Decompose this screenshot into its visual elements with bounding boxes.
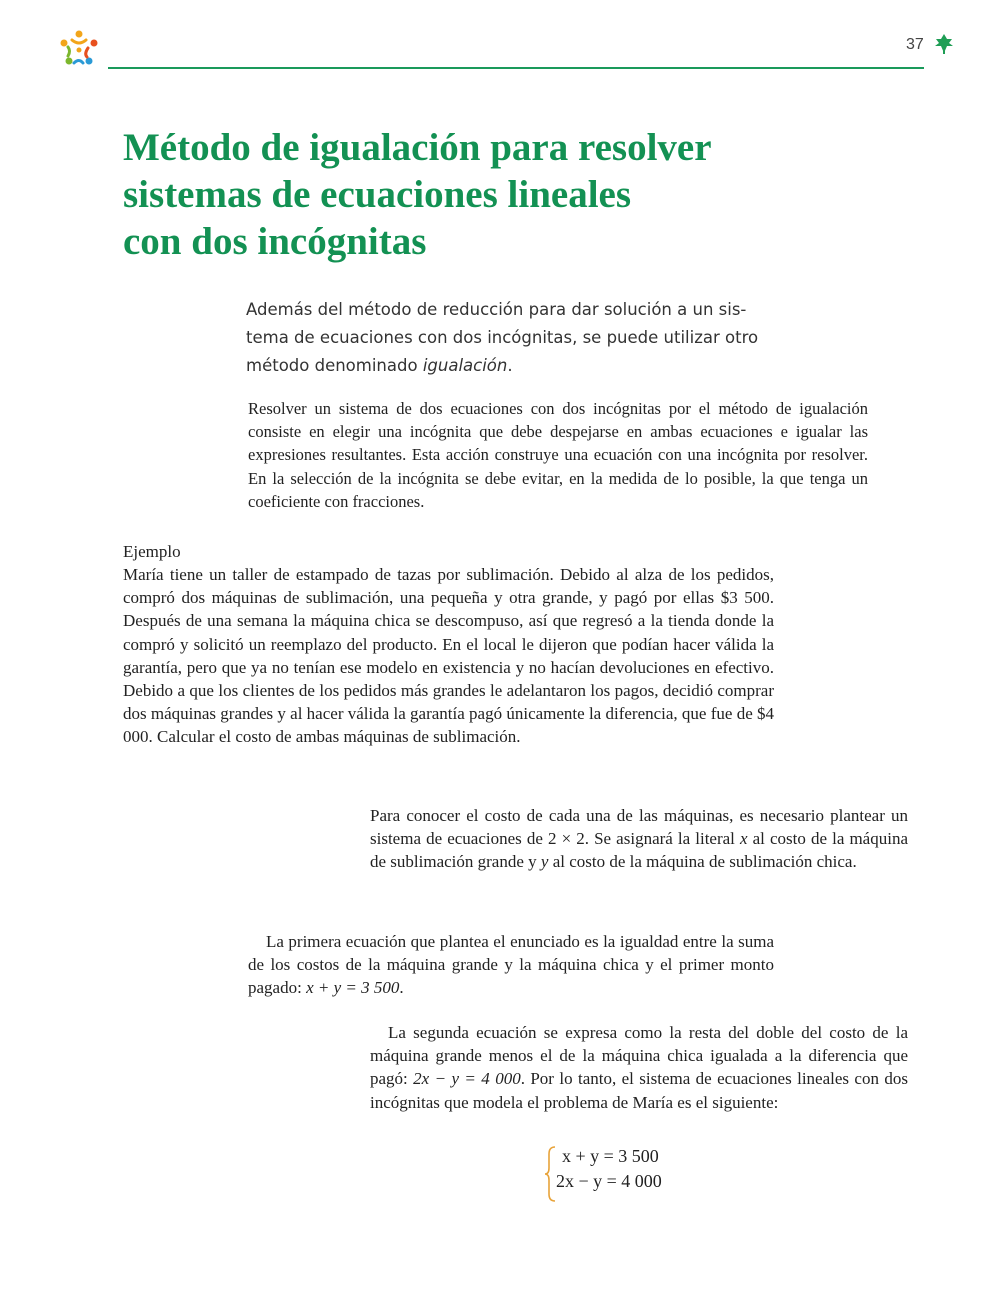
- equation-system: [544, 1146, 694, 1202]
- intro-text: método denominado: [246, 356, 423, 375]
- left-brace-icon: [544, 1146, 556, 1202]
- explanation-paragraph: [370, 804, 908, 874]
- page-number: 37: [906, 36, 924, 53]
- example-heading: Ejemplo: [123, 542, 181, 561]
- text-segment: al costo de la máquina de sublimación grande y: [370, 829, 908, 872]
- second-equation-paragraph: [370, 1021, 908, 1114]
- text-segment: . Por lo tanto, el sistema de ecuaciones lineales con dos incógnitas que modela el problema de María es el siguiente:: [370, 1069, 908, 1112]
- equation-1: x + y = 3 500: [562, 1146, 659, 1166]
- title-line: Método de igualación para resolver: [123, 126, 712, 169]
- text-segment: al costo de la máquina de sublimación chica.: [548, 852, 857, 872]
- intro-line: Además del método de reducción para dar solución a un sis-: [246, 300, 747, 319]
- text-segment: La primera ecuación que plantea el enunciado es la igualdad entre la suma de los costos de la máquina grande y la máquina chica y el primer monto pagado:: [248, 932, 774, 998]
- intro-term: igualación: [422, 356, 508, 375]
- intro-text: .: [507, 356, 513, 375]
- variable-y: y: [540, 852, 549, 872]
- definition-paragraph: Resolver un sistema de dos ecuaciones con dos incógnitas por el método de igualación consiste en elegir una incógnita que debe despejarse en ambas ecuaciones e igualar las expresiones resultantes. Esta acción construye una ecuación con una incógnita por resolver. En la selección de la incógnita se debe evitar, en la medida de lo posible, la que tenga un coeficiente con fracciones.: [248, 399, 868, 511]
- first-equation-paragraph: [248, 930, 774, 1000]
- equation-inline: x + y = 3 500: [306, 978, 400, 998]
- equation-inline: 2x − y = 4 000: [413, 1069, 521, 1089]
- green-leaf-icon: [934, 33, 954, 55]
- text-segment: .: [399, 978, 404, 998]
- header-rule: [108, 67, 924, 69]
- equation-2: 2x − y = 4 000: [556, 1171, 662, 1191]
- intro-line: tema de ecuaciones con dos incógnitas, se puede utilizar otro: [246, 328, 759, 347]
- title-line: con dos incógnitas: [123, 220, 427, 263]
- intro-paragraph: [246, 296, 759, 380]
- example-problem-text: María tiene un taller de estampado de tazas por sublimación. Debido al alza de los pedidos, compró dos máquinas de sublimación, una pequeña y otra grande, y pagó por ellas $3 500. Después de una semana la máquina chica se descompuso, así que regresó a la tienda donde la compró y solicitó un reemplazo del producto. En el local le dijeron que podían hacer válida la garantía, pero que ya no tenían ese modelo en existencia y no hacían devoluciones en efectivo. Debido a que los clientes de los pedidos más grandes le adelantaron los pagos, decidió comprar dos máquinas grandes y al hacer válida la garantía pagó únicamente la diferencia, que fue de $4 000. Calcular el costo de ambas máquinas de sublimación.: [123, 565, 774, 747]
- text-segment: Para conocer el costo de cada una de las máquinas, es necesario plantear un sistema de ecuaciones de 2 × 2. Se asignará la literal: [370, 806, 908, 849]
- title-line: sistemas de ecuaciones lineales: [123, 173, 632, 216]
- variable-x: x: [740, 829, 748, 849]
- text-segment: La segunda ecuación se expresa como la resta del doble del costo de la máquina grande menos el de la máquina chica igualada a la diferencia que pagó:: [370, 1023, 908, 1089]
- page-title: [123, 124, 712, 265]
- intro-line: [246, 352, 756, 380]
- figures-ring-logo-icon: [56, 26, 102, 72]
